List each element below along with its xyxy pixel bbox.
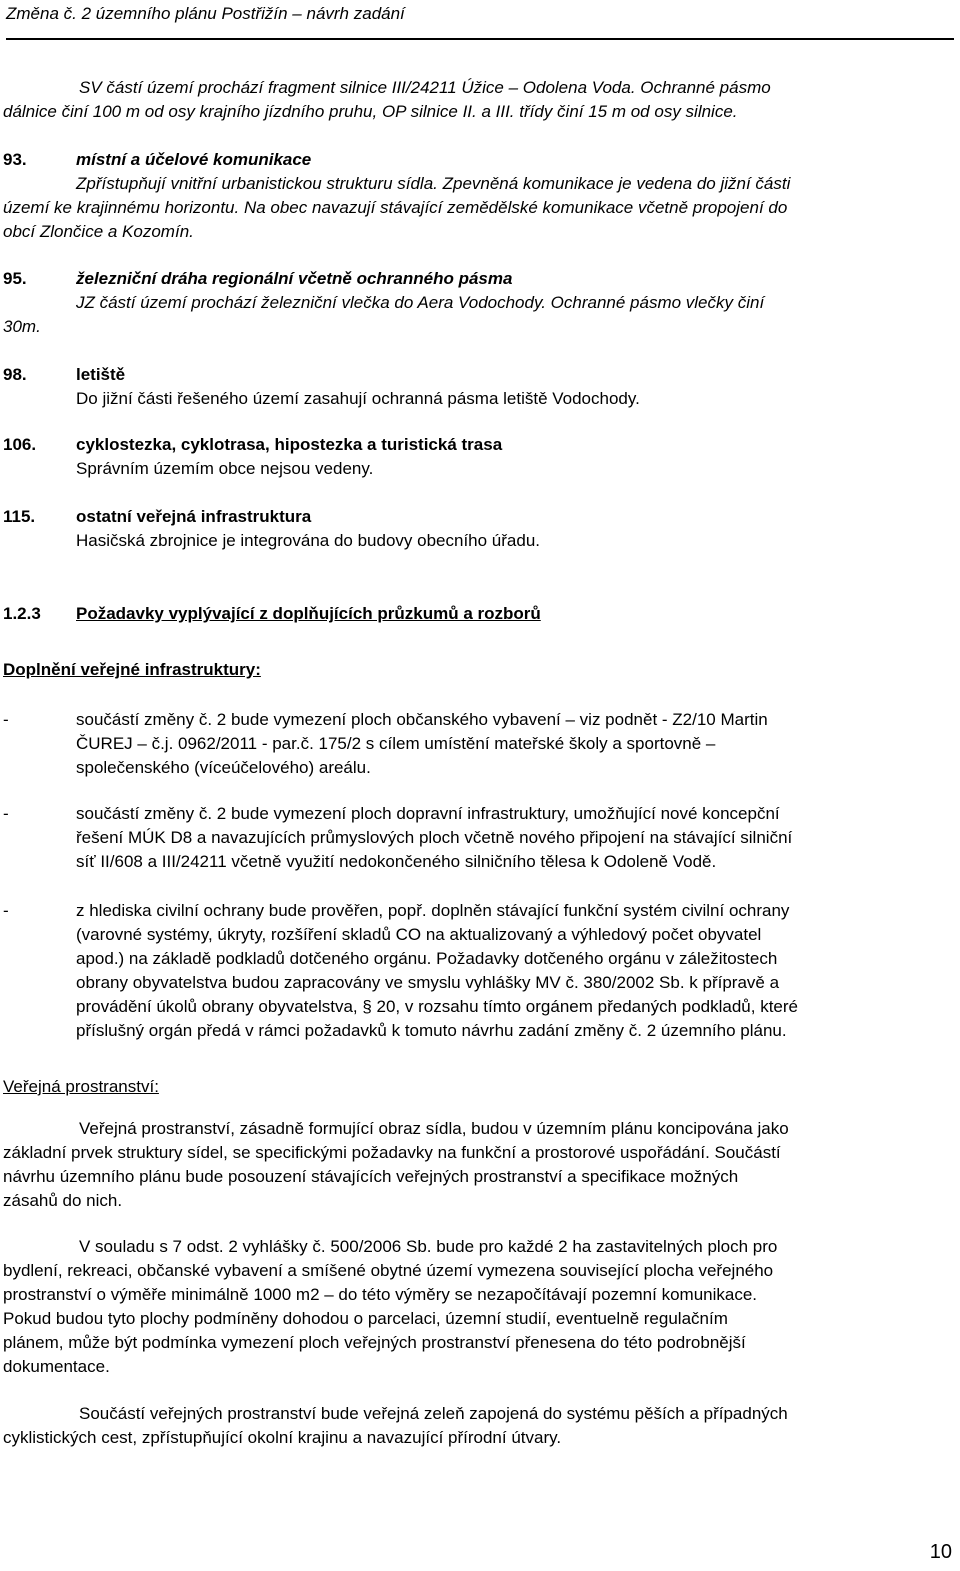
item-number: 98. <box>3 365 27 384</box>
intro-line: dálnice činí 100 m od osy krajního jízdního pruhu, OP silnice II. a III. třídy činí 15 m od osy silnice. <box>3 102 738 121</box>
item-93-text <box>3 172 953 244</box>
paragraph-line: prostranství o výměře minimálně 1000 m2 – do této výměry se nezapočítávají pozemní komunikace. <box>3 1285 758 1304</box>
bullet-line: apod.) na základě podkladů dotčeného orgánu. Požadavky dotčeného orgánu v záležitostech <box>76 949 778 968</box>
item-title: železniční dráha regionální včetně ochranného pásma <box>76 269 513 288</box>
paragraph-line: Součástí veřejných prostranství bude veřejná zeleň zapojená do systému pěších a případných <box>79 1404 788 1423</box>
public-space-heading: Veřejná prostranství: <box>3 1077 159 1096</box>
item-line: Do jižní části řešeného území zasahují ochranná pásma letiště Vodochody. <box>76 389 640 408</box>
paragraph-line: dokumentace. <box>3 1357 110 1376</box>
paragraph-line: návrhu územního plánu bude posouzení stávajících veřejných prostranství a specifikace možných <box>3 1167 739 1186</box>
bullet-line: společenského (víceúčelového) areálu. <box>76 758 371 777</box>
intro-paragraph <box>3 76 953 124</box>
public-space-paragraph-2 <box>3 1235 953 1379</box>
section-title: Požadavky vyplývající z doplňujících průzkumů a rozborů <box>76 604 541 623</box>
bullet-line: provádění úkolů obrany obyvatelstva, § 20, v rozsahu tímto orgánem předaných podkladů, které <box>76 997 798 1016</box>
paragraph-line: cyklistických cest, zpřístupňující okolní krajinu a navazující přírodní útvary. <box>3 1428 562 1447</box>
item-line: JZ částí území prochází železniční vlečka do Aera Vodochody. Ochranné pásmo vlečky činí <box>76 293 765 312</box>
bullet-dash: - <box>3 710 9 729</box>
item-line: 30m. <box>3 317 41 336</box>
paragraph-line: základní prvek struktury sídel, se specifickými požadavky na funkční a prostorové uspořádání. Součástí <box>3 1143 781 1162</box>
item-line: Správním územím obce nejsou vedeny. <box>76 459 374 478</box>
paragraph-line: plánem, může být podmínka vymezení ploch veřejných prostranství přenesena do této podrobnější <box>3 1333 746 1352</box>
item-number: 115. <box>3 507 36 526</box>
item-number: 95. <box>3 269 27 288</box>
paragraph-line: Pokud budou tyto plochy podmíněny dohodou o parcelaci, územní studií, eventuelně regulačním <box>3 1309 728 1328</box>
bullet-line: obrany obyvatelstva budou zapracovány ve smyslu vyhlášky MV č. 380/2002 Sb. k přípravě a <box>76 973 780 992</box>
paragraph-line: V souladu s 7 odst. 2 vyhlášky č. 500/2006 Sb. bude pro každé 2 ha zastavitelných ploch pro <box>79 1237 778 1256</box>
item-title: letiště <box>76 365 126 384</box>
item-title: místní a účelové komunikace <box>76 150 312 169</box>
item-line: obcí Zlončice a Kozomín. <box>3 222 194 241</box>
item-line: Hasičská zbrojnice je integrována do budovy obecního úřadu. <box>76 531 541 550</box>
public-space-paragraph-3 <box>3 1402 953 1450</box>
bullet-line: (varovné systémy, úkryty, rozšíření skladů CO na aktualizovaný a výhledový počet obyvatel <box>76 925 762 944</box>
paragraph-line: zásahů do nich. <box>3 1191 123 1210</box>
infra-bullet-1 <box>76 708 954 780</box>
infra-bullet-3 <box>76 899 954 1043</box>
intro-line: SV částí území prochází fragment silnice III/24211 Úžice – Odolena Voda. Ochranné pásmo <box>79 78 771 97</box>
bullet-line: součástí změny č. 2 bude vymezení ploch občanského vybavení – viz podnět - Z2/10 Martin <box>76 710 768 729</box>
paragraph-line: Veřejná prostranství, zásadně formující obraz sídla, budou v územním plánu koncipována jako <box>79 1119 789 1138</box>
paragraph-line: bydlení, rekreaci, občanské vybavení a smíšené obytné území vymezena související plocha veřejného <box>3 1261 774 1280</box>
item-95-text <box>3 291 953 339</box>
bullet-line: síť II/608 a III/24211 včetně využití nedokončeného silničního tělesa k Odoleně Vodě. <box>76 852 717 871</box>
bullet-line: součástí změny č. 2 bude vymezení ploch dopravní infrastruktury, umožňující nové koncepční <box>76 804 780 823</box>
section-number: 1.2.3 <box>3 604 41 623</box>
bullet-line: řešení MÚK D8 a navazujících průmyslových ploch včetně nového připojení na stávající silniční <box>76 828 793 847</box>
item-line: území ke krajinnému horizontu. Na obec navazují stávající zemědělské komunikace včetně propojení do <box>3 198 788 217</box>
item-line: Zpřístupňují vnitřní urbanistickou strukturu sídla. Zpevněná komunikace je vedena do jižní části <box>76 174 791 193</box>
bullet-line: z hlediska civilní ochrany bude prověřen, popř. doplněn stávající funkční systém civilní ochrany <box>76 901 790 920</box>
item-number: 93. <box>3 150 27 169</box>
bullet-dash: - <box>3 901 9 920</box>
bullet-dash: - <box>3 804 9 823</box>
infra-heading: Doplnění veřejné infrastruktury: <box>3 660 261 679</box>
item-title: ostatní veřejná infrastruktura <box>76 507 312 526</box>
bullet-line: příslušný orgán předá v rámci požadavků k tomuto návrhu zadání změny č. 2 územního plánu. <box>76 1021 787 1040</box>
header-title: Změna č. 2 územního plánu Postřižín – návrh zadání <box>6 4 405 23</box>
page-number: 10 <box>929 1541 952 1563</box>
public-space-paragraph-1 <box>3 1117 953 1213</box>
item-number: 106. <box>3 435 37 454</box>
bullet-line: ČUREJ – č.j. 0962/2011 - par.č. 175/2 s cílem umístění mateřské školy a sportovně – <box>76 734 716 753</box>
item-title: cyklostezka, cyklotrasa, hipostezka a turistická trasa <box>76 435 503 454</box>
infra-bullet-2 <box>76 802 954 874</box>
page-header <box>6 0 954 40</box>
